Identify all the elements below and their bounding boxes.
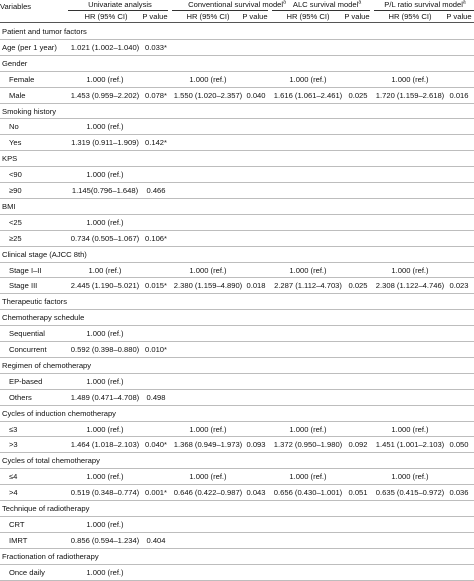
- hr-cell: 1.000 (ref.): [391, 74, 429, 84]
- hr-cell: 1.145(0.796–1.648): [71, 186, 139, 195]
- hr-cell: 1.021 (1.002–1.040): [70, 42, 140, 52]
- p-value-cell: 0.078*: [145, 90, 167, 100]
- p-value-cell: 0.404: [146, 535, 166, 545]
- table-row: [0, 565, 474, 581]
- table-header-columns: [0, 10, 474, 22]
- hr-cell: 2.308 (1.122–4.746): [375, 281, 445, 291]
- conventional-model-header: Conventional survival model$^a$: [188, 0, 286, 9]
- row-label: ≥90: [9, 186, 22, 195]
- table-header-groups: [0, 0, 474, 10]
- table-row: [0, 422, 474, 438]
- table-row: [0, 88, 474, 104]
- p-value-cell: 0.142*: [145, 138, 167, 148]
- hr-cell: 1.616 (1.061–2.461): [273, 90, 343, 100]
- hr-cell: 1.319 (0.911–1.909): [71, 138, 139, 148]
- table-row: [0, 406, 474, 422]
- p-header: P value: [344, 12, 370, 21]
- table-row: [0, 263, 474, 279]
- hr-cell: 1.000 (ref.): [86, 519, 124, 529]
- row-label: >4: [9, 488, 18, 498]
- hr-cell: 1.000 (ref.): [86, 74, 124, 84]
- row-label: IMRT: [9, 535, 28, 545]
- hr-cell: 1.000 (ref.): [289, 265, 327, 275]
- row-label: Sequential: [9, 329, 45, 339]
- table-row: [0, 40, 474, 56]
- row-label: Age (per 1 year): [2, 42, 57, 52]
- table-row: [0, 199, 474, 215]
- table-row: [0, 326, 474, 342]
- row-label: Concurrent: [9, 345, 47, 354]
- p-value-cell: 0.025: [348, 90, 368, 100]
- row-label: Technique of radiotherapy: [2, 504, 90, 513]
- p-header: P value: [242, 12, 268, 21]
- row-label: <25: [9, 217, 22, 227]
- hr-header: HR (95% CI): [286, 12, 330, 21]
- table-row: [0, 453, 474, 469]
- row-label: ≥25: [9, 233, 22, 243]
- p-value-cell: 0.092: [348, 440, 368, 450]
- hr-cell: 1.000 (ref.): [189, 74, 227, 84]
- table-row: [0, 358, 474, 374]
- table-row: [0, 310, 474, 326]
- hr-cell: 1.000 (ref.): [189, 265, 227, 275]
- row-label: EP-based: [9, 376, 43, 386]
- p-value-cell: 0.498: [146, 392, 166, 402]
- table-row: [0, 151, 474, 167]
- row-label: ≤3: [9, 424, 18, 434]
- hr-cell: 1.451 (1.001–2.103): [375, 440, 445, 450]
- row-label: Smoking history: [2, 106, 57, 116]
- table-row: [0, 231, 474, 247]
- hr-cell: 1.000 (ref.): [189, 472, 227, 482]
- table-row: [0, 278, 474, 294]
- p-value-cell: 0.016: [449, 90, 469, 100]
- hr-cell: 1.372 (0.950–1.980): [273, 440, 343, 450]
- p-value-cell: 0.040: [246, 90, 266, 100]
- table-row: [0, 215, 474, 231]
- p-header: P value: [446, 12, 472, 21]
- row-label: Patient and tumor factors: [2, 27, 87, 36]
- row-label: Once daily: [9, 567, 45, 577]
- hr-cell: 1.368 (0.949–1.973): [173, 440, 243, 450]
- hr-cell: 1.000 (ref.): [289, 472, 327, 482]
- row-label: Others: [9, 392, 32, 402]
- p-value-cell: 0.106*: [145, 233, 167, 243]
- row-label: Yes: [9, 138, 22, 148]
- hr-cell: 0.734 (0.505–1.067): [70, 233, 140, 243]
- hr-cell: 1.453 (0.959–2.202): [70, 90, 140, 100]
- hr-cell: 1.000 (ref.): [86, 567, 124, 577]
- hr-cell: 0.656 (0.430–1.001): [273, 488, 343, 498]
- table-row: [0, 533, 474, 549]
- p-value-cell: 0.043: [246, 488, 266, 498]
- hr-cell: 1.000 (ref.): [86, 424, 124, 434]
- row-label: Therapeutic factors: [2, 297, 67, 307]
- row-label: >3: [9, 440, 18, 450]
- row-label: Fractionation of radiotherapy: [2, 551, 99, 561]
- table-row: [0, 24, 474, 40]
- table-row: [0, 72, 474, 88]
- table-row: [0, 517, 474, 533]
- table-row: [0, 294, 474, 310]
- hr-cell: 0.519 (0.348–0.774): [70, 488, 140, 498]
- hr-cell: 0.856 (0.594–1.234): [70, 535, 140, 545]
- hr-cell: 1.000 (ref.): [289, 74, 327, 84]
- p-value-cell: 0.025: [348, 281, 368, 291]
- hr-cell: 1.00 (ref.): [88, 265, 122, 275]
- row-label: Male: [9, 90, 26, 100]
- row-label: CRT: [9, 519, 25, 529]
- p-value-cell: 0.023: [449, 281, 469, 291]
- p-value-cell: 0.033*: [145, 42, 167, 52]
- hr-cell: 1.000 (ref.): [391, 472, 429, 482]
- row-label: BMI: [2, 201, 16, 211]
- p-value-cell: 0.001*: [145, 488, 167, 498]
- table-row: [0, 56, 474, 72]
- table-row: [0, 485, 474, 501]
- hr-cell: 1.000 (ref.): [391, 424, 429, 434]
- hr-cell: 1.464 (1.018–2.103): [70, 440, 140, 450]
- row-label: Cycles of induction chemotherapy: [2, 408, 116, 418]
- p-value-cell: 0.093: [246, 440, 266, 450]
- hr-header: HR (95% CI): [186, 12, 230, 21]
- variables-header: Variables: [0, 2, 32, 11]
- row-label: KPS: [2, 154, 18, 164]
- hr-cell: 2.445 (1.190–5.021): [70, 281, 140, 291]
- hr-header: HR (95% CI): [388, 12, 432, 21]
- row-label: Regimen of chemotherapy: [2, 360, 92, 370]
- p-value-cell: 0.036: [449, 488, 469, 498]
- table-row: [0, 374, 474, 390]
- hr-cell: 1.489 (0.471–4.708): [70, 392, 140, 402]
- hr-cell: 1.720 (1.159–2.618): [375, 90, 445, 100]
- hr-cell: 0.646 (0.422–0.987): [173, 488, 243, 498]
- table-row: [0, 437, 474, 453]
- hr-cell: 2.287 (1.112–4.703): [274, 281, 342, 291]
- hr-cell: 1.000 (ref.): [86, 472, 124, 482]
- row-label: Female: [9, 74, 35, 84]
- table-row: [0, 549, 474, 565]
- table-row: [0, 183, 474, 199]
- p-value-cell: 0.010*: [145, 345, 167, 354]
- table-row: [0, 104, 474, 120]
- p-value-cell: 0.015*: [145, 281, 167, 291]
- hr-cell: 1.000 (ref.): [86, 376, 124, 386]
- table-row: [0, 135, 474, 151]
- hr-cell: 1.550 (1.020–2.357): [173, 90, 243, 100]
- hr-cell: 2.380 (1.159–4.890): [173, 281, 243, 291]
- p-value-cell: 0.051: [348, 488, 368, 498]
- hr-cell: 0.635 (0.415–0.972): [375, 488, 445, 498]
- table-row: [0, 167, 474, 183]
- hr-cell: 1.000 (ref.): [86, 122, 124, 132]
- row-label: Gender: [2, 58, 28, 68]
- hr-cell: 1.000 (ref.): [289, 424, 327, 434]
- row-divider: [0, 580, 474, 581]
- p-value-cell: 0.466: [146, 186, 166, 195]
- row-label: Clinical stage (AJCC 8th): [2, 249, 87, 259]
- hr-cell: 1.000 (ref.): [391, 265, 429, 275]
- p-value-cell: 0.040*: [145, 440, 167, 450]
- hr-header: HR (95% CI): [84, 12, 128, 21]
- table-row: [0, 390, 474, 406]
- row-label: <90: [9, 170, 22, 180]
- row-label: No: [9, 122, 19, 132]
- row-label: Cycles of total chemotherapy: [2, 456, 100, 466]
- table-row: [0, 119, 474, 135]
- hr-cell: 1.000 (ref.): [86, 329, 124, 339]
- table-row: [0, 247, 474, 263]
- hr-cell: 1.000 (ref.): [86, 170, 124, 180]
- hr-cell: 1.000 (ref.): [86, 217, 124, 227]
- hr-cell: 1.000 (ref.): [189, 424, 227, 434]
- p-value-cell: 0.018: [246, 281, 266, 291]
- table-row: [0, 342, 474, 358]
- table-row: [0, 501, 474, 517]
- row-label: ≤4: [9, 472, 18, 482]
- pl-model-header: P/L ratio survival model$^a$: [384, 0, 466, 9]
- alc-model-header: ALC survival model$^a$: [292, 0, 362, 9]
- hr-cell: 0.592 (0.398–0.880): [70, 345, 140, 354]
- table-row: [0, 469, 474, 485]
- row-label: Stage III: [9, 281, 38, 291]
- p-value-cell: 0.050: [449, 440, 469, 450]
- p-header: P value: [142, 12, 168, 21]
- univariate-header: Univariate analysis: [88, 0, 152, 9]
- row-label: Chemotherapy schedule: [2, 313, 85, 323]
- row-label: Stage I–II: [9, 265, 42, 275]
